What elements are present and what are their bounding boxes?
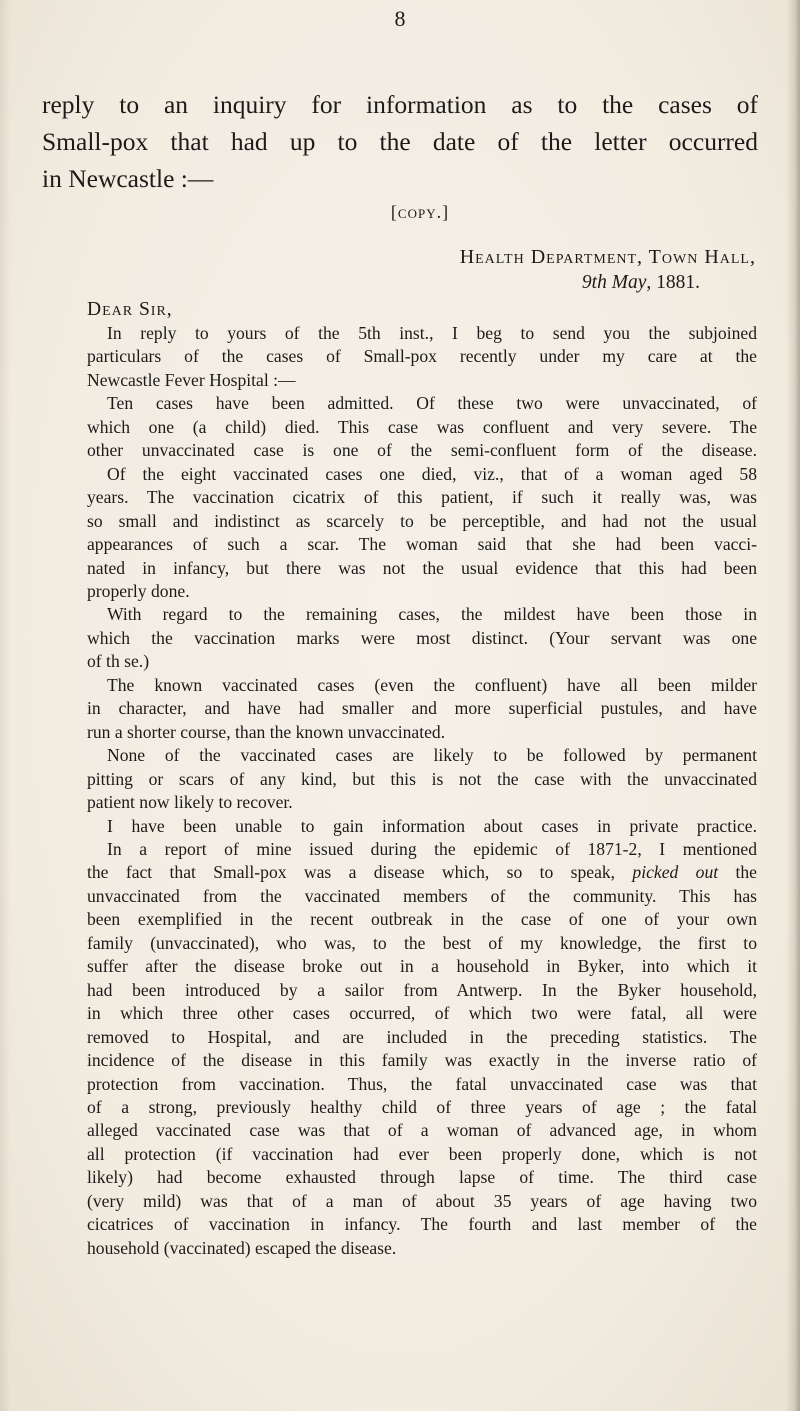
- body-line: in which three other cases occurred, of which two were fatal, all were: [87, 1003, 757, 1024]
- body-line: had been introduced by a sailor from Antwerp. In the Byker household,: [87, 979, 757, 1000]
- letter-date-day: 9th May: [581, 272, 647, 293]
- letter-date-year: , 1881.: [646, 272, 700, 293]
- body-line: of a strong, previously healthy child of three years of age ; the fatal: [87, 1096, 757, 1117]
- body-line: The known vaccinated cases (even the confluent) have all been milder: [107, 674, 757, 695]
- body-line: which one (a child) died. This case was confluent and very severe. The: [87, 416, 757, 437]
- body-line: cicatrices of vaccination in infancy. The fourth and last member of the: [87, 1214, 757, 1235]
- body-line: been exemplified in the recent outbreak in the case of one of your own: [87, 909, 757, 930]
- letter-body: [87, 322, 757, 1260]
- body-line: Newcastle Fever Hospital :—: [87, 369, 296, 390]
- body-line: nated in infancy, but there was not the usual evidence that this had been: [87, 557, 757, 578]
- body-line: In a report of mine issued during the epidemic of 1871-2, I mentioned: [107, 838, 757, 859]
- page-number: 8: [394, 6, 406, 31]
- copy-label: [copy.]: [390, 202, 450, 222]
- body-line-with-italic: [87, 861, 757, 884]
- body-line: which the vaccination marks were most distinct. (Your servant was one: [87, 627, 757, 648]
- body-line: of th se.): [87, 651, 150, 672]
- body-line: so small and indistinct as scarcely to be perceptible, and had not the usual: [87, 510, 757, 531]
- body-line: Of the eight vaccinated cases one died, viz., that of a woman aged 58: [107, 463, 757, 484]
- body-line: pitting or scars of any kind, but this is not the case with the unvaccinated: [87, 768, 757, 789]
- body-line: family (unvaccinated), who was, to the best of my knowledge, the first to: [87, 932, 757, 953]
- letter-date: [582, 272, 700, 294]
- body-line: run a shorter course, than the known unvaccinated.: [87, 721, 446, 742]
- letter-department: Health Department, Town Hall,: [459, 246, 756, 268]
- body-line-tail: the: [718, 862, 757, 883]
- body-line: all protection (if vaccination had ever been properly done, which is not: [87, 1143, 757, 1164]
- body-line: appearances of such a scar. The woman said that she had been vacci-: [87, 534, 757, 555]
- intro-paragraph: [42, 86, 758, 197]
- body-line: likely) had become exhausted through lapse of time. The third case: [87, 1167, 757, 1188]
- body-line: suffer after the disease broke out in a household in Byker, into which it: [87, 956, 757, 977]
- body-line: incidence of the disease in this family was exactly in the inverse ratio of: [87, 1050, 757, 1071]
- body-line: In reply to yours of the 5th inst., I beg to send you the subjoined: [107, 323, 757, 343]
- body-line: I have been unable to gain information about cases in private practice.: [107, 815, 757, 836]
- body-line: properly done.: [87, 580, 190, 601]
- body-line: protection from vaccination. Thus, the fatal unvaccinated case was that: [87, 1073, 757, 1094]
- body-line: patient now likely to recover.: [87, 792, 293, 813]
- body-line: With regard to the remaining cases, the mildest have been those in: [107, 604, 757, 625]
- body-line: alleged vaccinated case was that of a woman of advanced age, in whom: [87, 1120, 757, 1141]
- body-line: removed to Hospital, and are included in the preceding statistics. The: [87, 1026, 757, 1047]
- intro-line: Small-pox that had up to the date of the letter occurred: [42, 127, 758, 156]
- body-line: household (vaccinated) escaped the disease.: [87, 1237, 397, 1258]
- body-line: in character, and have had smaller and more superficial pustules, and have: [87, 698, 757, 719]
- intro-line: reply to an inquiry for information as to the cases of: [42, 90, 758, 119]
- body-line: (very mild) was that of a man of about 35 years of age having two: [87, 1190, 757, 1211]
- body-line: unvaccinated from the vaccinated members of the community. This has: [87, 885, 757, 906]
- body-line: particulars of the cases of Small-pox recently under my care at the: [87, 346, 757, 367]
- italic-phrase: picked out: [632, 862, 719, 883]
- body-line: Ten cases have been admitted. Of these two were unvaccinated, of: [107, 393, 757, 414]
- body-line: None of the vaccinated cases are likely to be followed by permanent: [107, 745, 757, 766]
- intro-line: in Newcastle :—: [42, 164, 214, 193]
- letter-salutation: Dear Sir,: [87, 299, 173, 320]
- body-line: years. The vaccination cicatrix of this patient, if such it really was, was: [87, 487, 757, 508]
- body-line: other unvaccinated case is one of the semi-confluent form of the disease.: [87, 440, 757, 461]
- body-line-text: the fact that Small-pox was a disease which, so to speak,: [87, 862, 616, 883]
